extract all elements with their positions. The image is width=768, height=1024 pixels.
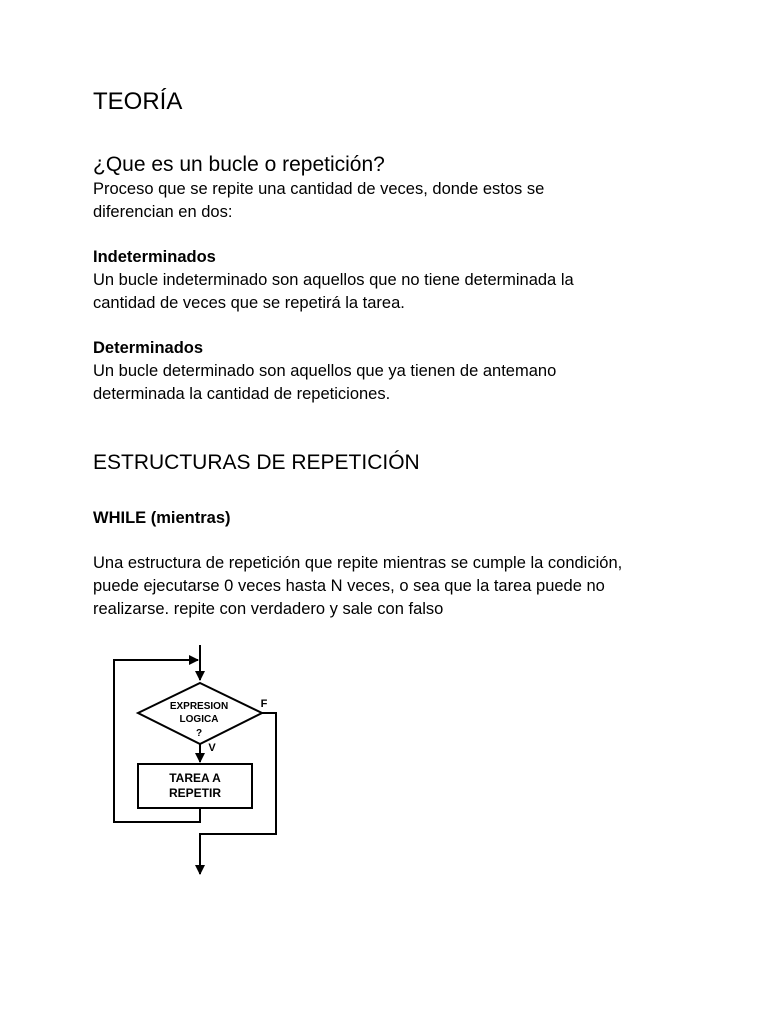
while-heading xyxy=(93,507,231,530)
question-heading: ¿Que es un bucle o repetición? xyxy=(93,153,385,176)
determinados-line-1: Un bucle determinado son aquellos que ya tienen de antemano xyxy=(93,362,557,380)
task-text-1: TAREA A xyxy=(169,771,221,785)
while-line-1: Una estructura de repetición que repite mientras se cumple la condición, xyxy=(93,554,623,572)
while-line-2: puede ejecutarse 0 veces hasta N veces, o sea que la tarea puede no xyxy=(93,577,605,595)
while-line-3: realizarse. repite con verdadero y sale con falso xyxy=(93,600,444,618)
indeterminados-heading: Indeterminados xyxy=(93,248,216,266)
while-paragraph xyxy=(93,552,622,621)
page-title: TEORÍA xyxy=(93,88,183,115)
section-heading: ESTRUCTURAS DE REPETICIÓN xyxy=(93,451,420,474)
decision-text-3: ? xyxy=(195,728,203,739)
intro-line-1: Proceso que se repite una cantidad de veces, donde estos se xyxy=(93,180,545,198)
indeterminados-paragraph xyxy=(93,269,574,315)
false-label: F xyxy=(260,698,268,710)
decision-text-1: EXPRESION xyxy=(169,701,229,712)
while-translation: (mientras) xyxy=(146,509,231,527)
while-flowchart xyxy=(105,640,295,885)
determinados-heading: Determinados xyxy=(93,339,204,357)
task-text-2: REPETIR xyxy=(168,786,222,800)
while-keyword: WHILE xyxy=(93,509,147,527)
determinados-paragraph xyxy=(93,360,556,406)
indeterminados-line-2: cantidad de veces que se repetirá la tarea. xyxy=(93,294,405,312)
decision-text-2: LOGICA xyxy=(179,714,219,725)
intro-paragraph xyxy=(93,178,544,224)
determinados-line-2: determinada la cantidad de repeticiones. xyxy=(93,385,391,403)
true-label: V xyxy=(208,742,216,754)
indeterminados-line-1: Un bucle indeterminado son aquellos que no tiene determinada la xyxy=(93,271,574,289)
intro-line-2: diferencian en dos: xyxy=(93,203,233,221)
